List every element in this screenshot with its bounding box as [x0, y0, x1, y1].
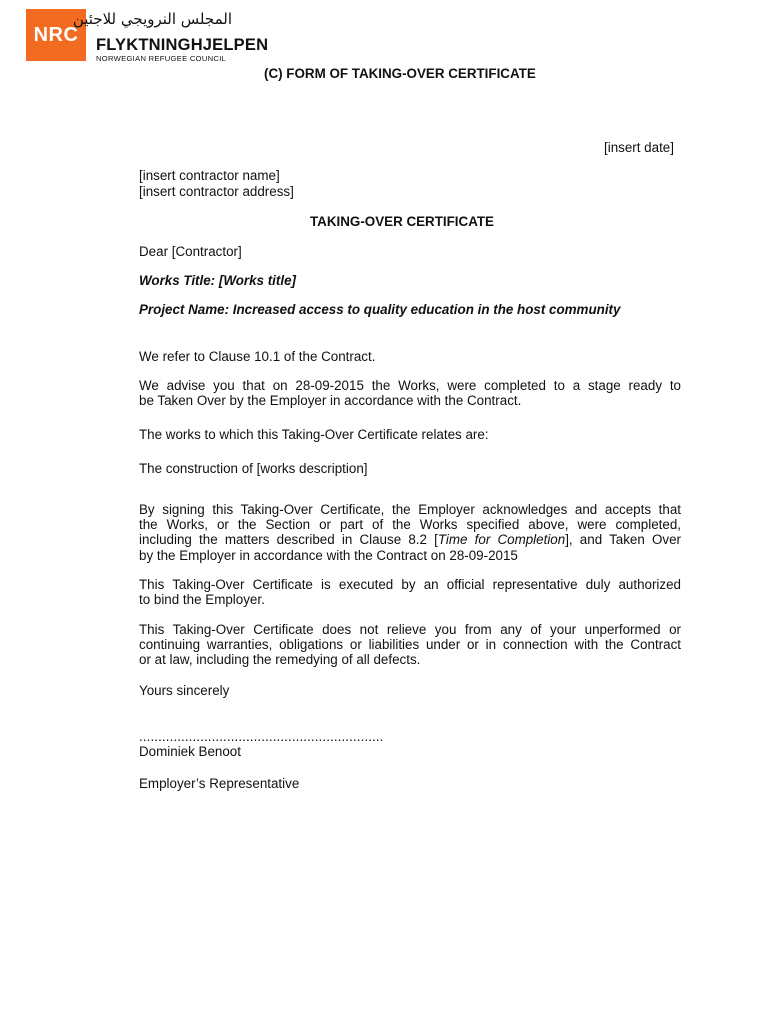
logo-organization-name: FLYKTNINGHJELPEN [96, 36, 269, 54]
logo-organization-subtitle: NORWEGIAN REFUGEE COUNCIL [96, 54, 227, 63]
paragraph-line: to bind the Employer. [139, 592, 265, 608]
clause-text: including the matters described in Clause 8.2 [ [139, 532, 438, 548]
clause-italic-title: Time for Completion [437, 532, 566, 548]
works-description: The construction of [works description] [139, 461, 368, 476]
certificate-title: TAKING-OVER CERTIFICATE [310, 214, 494, 229]
completion-advice-paragraph [139, 378, 681, 408]
insert-date: [insert date] [604, 140, 674, 155]
paragraph-line: continuing warranties, obligations or liabilities under or in connection with the Contract [139, 637, 681, 653]
paragraph-line: the Works, or the Section or part of the Works specified above, were completed, [139, 517, 681, 533]
paragraph-line: This Taking-Over Certificate is executed by an official representative duly authorized [139, 577, 681, 592]
paragraph-line: This Taking-Over Certificate does not relieve you from any of your unperformed or [139, 622, 681, 637]
paragraph-line: or at law, including the remedying of all defects. [139, 652, 421, 668]
paragraph-line: be Taken Over by the Employer in accordance with the Contract. [139, 393, 522, 409]
paragraph-line: by the Employer in accordance with the Contract on 28-09-2015 [139, 547, 518, 563]
logo-arabic-name: المجلس النرويجي للاجئين [72, 10, 232, 28]
form-title: (C) FORM OF TAKING-OVER CERTIFICATE [264, 66, 536, 81]
clause-reference: We refer to Clause 10.1 of the Contract. [139, 349, 376, 364]
paragraph-line: By signing this Taking-Over Certificate, the Employer acknowledges and accepts that [139, 502, 681, 517]
nrc-logo-text: NRC [33, 23, 79, 46]
signature-line: ................................................................ [139, 729, 384, 744]
paragraph-line [139, 532, 681, 547]
contractor-address: [insert contractor address] [139, 184, 294, 199]
liability-paragraph [139, 622, 681, 668]
works-relates-text: The works to which this Taking-Over Certificate relates are: [139, 427, 489, 442]
execution-paragraph [139, 577, 681, 607]
salutation: Dear [Contractor] [139, 244, 242, 259]
paragraph-line: We advise you that on 28-09-2015 the Works, were completed to a stage ready to [139, 378, 681, 393]
works-title: Works Title: [Works title] [139, 273, 296, 288]
clause-text: ], and Taken Over [565, 532, 681, 548]
signatory-role: Employer’s Representative [139, 776, 300, 791]
signatory-name: Dominiek Benoot [139, 744, 241, 759]
acknowledgement-paragraph [139, 502, 681, 563]
contractor-name: [insert contractor name] [139, 168, 280, 183]
closing: Yours sincerely [139, 683, 230, 698]
project-name: Project Name: Increased access to quality education in the host community [139, 302, 621, 317]
